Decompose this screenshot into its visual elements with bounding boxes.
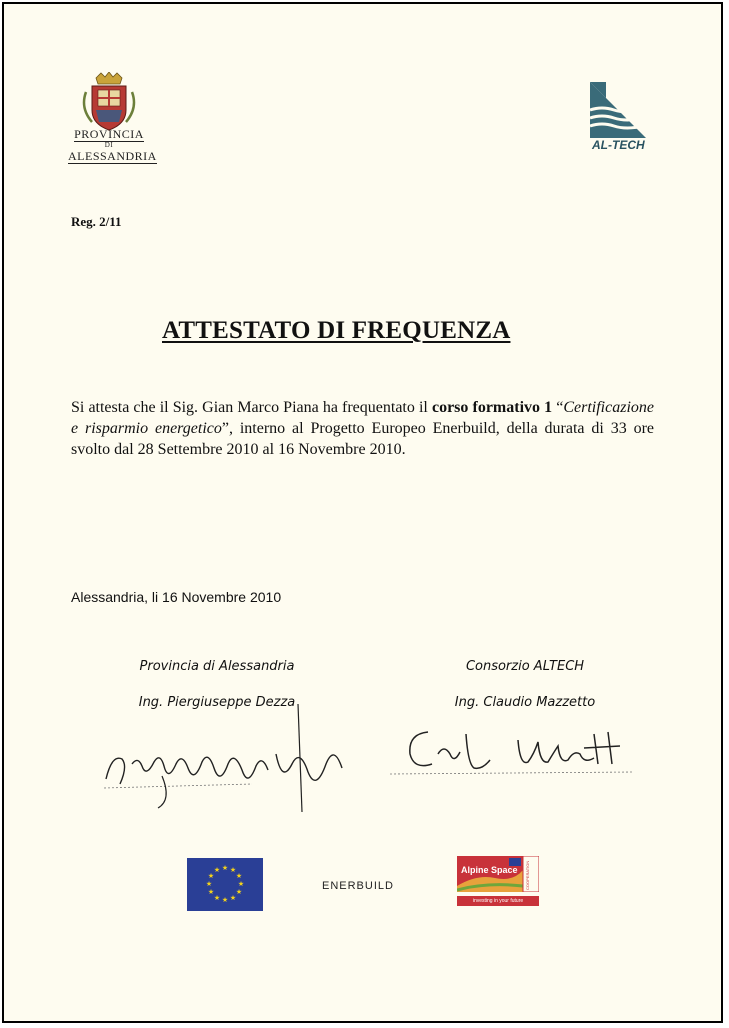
certificate-body — [71, 397, 654, 460]
provincia-crest-logo — [68, 72, 157, 167]
svg-text:★: ★ — [207, 872, 215, 880]
enerbuild-logo-text: ENERBUILD — [322, 880, 394, 892]
certificate-page — [2, 2, 723, 1023]
alpine-space-logo — [457, 856, 539, 914]
course-title: Certificazione e risparmio energetico — [71, 399, 654, 437]
svg-text:★: ★ — [205, 880, 213, 888]
registration-number: Reg. 2/11 — [71, 214, 122, 229]
crest-label-line2: DI — [104, 141, 114, 149]
altech-logo — [586, 80, 656, 160]
body-intro: Si attesta che il Sig. Gian Marco Piana ha frequentato il — [71, 399, 432, 416]
crest-label-line3: ALESSANDRIA — [68, 149, 157, 163]
provincia-crest-icon — [74, 72, 144, 132]
svg-text:★: ★ — [229, 894, 237, 902]
signature-right-image — [388, 724, 638, 784]
crest-label-line1: PROVINCIA — [74, 127, 144, 141]
signatory-left-org: Provincia di Alessandria — [139, 659, 295, 674]
svg-text:★: ★ — [213, 894, 221, 902]
signatory-left-name: Ing. Piergiuseppe Dezza — [138, 695, 296, 710]
alpine-space-tagline: investing in your future — [457, 896, 539, 906]
course-number: corso formativo 1 — [431, 399, 553, 416]
open-quote: “ — [556, 399, 564, 416]
place-date: Alessandria, li 16 Novembre 2010 — [71, 589, 282, 605]
svg-text:★: ★ — [221, 864, 229, 872]
svg-text:★: ★ — [235, 888, 243, 896]
eu-stars-icon — [187, 858, 263, 911]
altech-label: AL-TECH — [592, 138, 645, 152]
svg-text:★: ★ — [221, 896, 229, 904]
svg-text:★: ★ — [207, 888, 215, 896]
signatory-right-name: Ing. Claudio Mazzetto — [454, 695, 596, 710]
svg-text:★: ★ — [213, 866, 221, 874]
eu-flag-logo — [187, 858, 263, 911]
provincia-crest-label — [68, 127, 157, 163]
alpine-space-label: Alpine Space — [461, 865, 518, 875]
certificate-title: ATTESTATO DI FREQUENZA — [162, 317, 511, 344]
signatory-right-org: Consorzio ALTECH — [465, 659, 585, 674]
signature-left-image — [102, 704, 352, 814]
svg-text:★: ★ — [237, 880, 245, 888]
svg-text:★: ★ — [229, 866, 237, 874]
cooperation-label: COOPERATION — [525, 860, 530, 890]
body-rest: ”, interno al Progetto Europeo Enerbuild, della durata di 33 ore svolto dal 28 Settembre 2010 al 16 Novembre 2010. — [71, 420, 654, 458]
altech-triangle-icon — [586, 80, 650, 142]
svg-text:★: ★ — [235, 872, 243, 880]
